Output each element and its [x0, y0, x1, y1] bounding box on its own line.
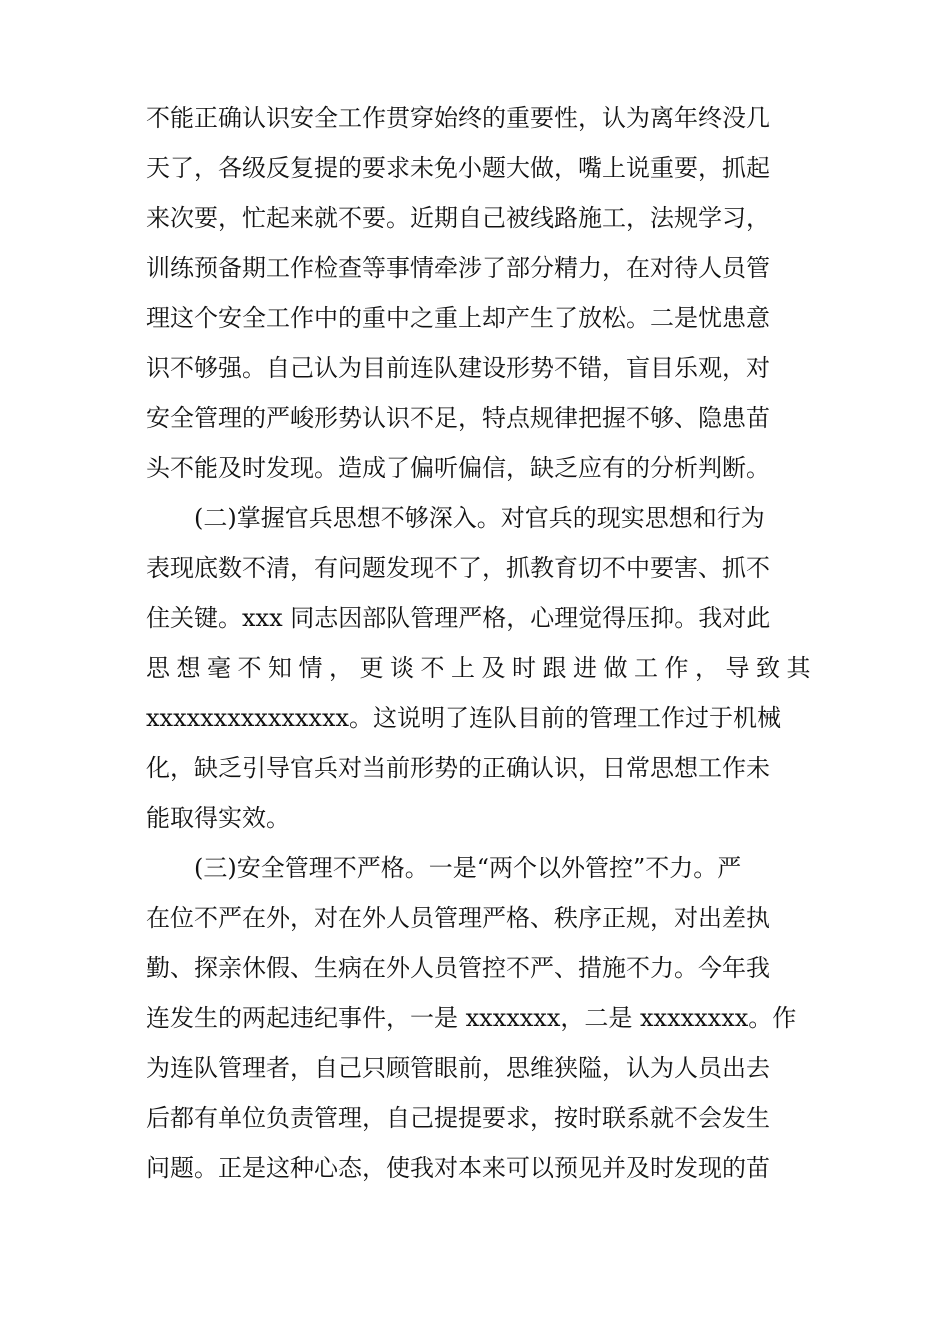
text-line: 勤、探亲休假、生病在外人员管控不严、措施不力。今年我 — [146, 954, 770, 982]
text-line: 表现底数不清，有问题发现不了，抓教育切不中要害、抓不 — [146, 554, 770, 582]
text-line: 训练预备期工作检查等事情牵涉了部分精力，在对待人员管 — [146, 254, 770, 282]
section-heading-line: (二)掌握官兵思想不够深入。对官兵的现实思想和行为 — [194, 504, 765, 532]
text-line: 为连队管理者，自己只顾管眼前，思维狭隘，认为人员出去 — [146, 1054, 770, 1082]
text-line: 化，缺乏引导官兵对当前形势的正确认识，日常思想工作未 — [146, 754, 770, 782]
text-line: 安全管理的严峻形势认识不足，特点规律把握不够、隐患苗 — [146, 404, 770, 432]
text-line: 头不能及时发现。造成了偏听偏信，缺乏应有的分析判断。 — [146, 454, 770, 482]
text-line: 识不够强。自己认为目前连队建设形势不错，盲目乐观，对 — [146, 354, 770, 382]
text-line: 问题。正是这种心态，使我对本来可以预见并及时发现的苗 — [146, 1154, 770, 1182]
section-heading-line: (三)安全管理不严格。一是“两个以外管控”不力。严 — [194, 854, 742, 882]
text-line: 连发生的两起违纪事件，一是 xxxxxxx，二是 xxxxxxxx。作 — [146, 1004, 797, 1032]
text-line: 能取得实效。 — [146, 804, 290, 832]
text-line: 来次要，忙起来就不要。近期自己被线路施工，法规学习， — [146, 204, 770, 232]
text-line: 在位不严在外，对在外人员管理严格、秩序正规，对出差执 — [146, 904, 770, 932]
text-line: xxxxxxxxxxxxxxx。这说明了连队目前的管理工作过于机械 — [146, 704, 782, 732]
text-line: 不能正确认识安全工作贯穿始终的重要性，认为离年终没几 — [146, 104, 770, 132]
text-line: 理这个安全工作中的重中之重上却产生了放松。二是忧患意 — [146, 304, 770, 332]
text-line: 天了，各级反复提的要求未免小题大做，嘴上说重要，抓起 — [146, 154, 770, 182]
text-line: 思想毫不知情，更谈不上及时跟进做工作，导致其 — [146, 654, 817, 682]
text-line: 住关键。xxx 同志因部队管理严格，心理觉得压抑。我对此 — [146, 604, 771, 632]
text-line: 后都有单位负责管理，自己提提要求，按时联系就不会发生 — [146, 1104, 770, 1132]
